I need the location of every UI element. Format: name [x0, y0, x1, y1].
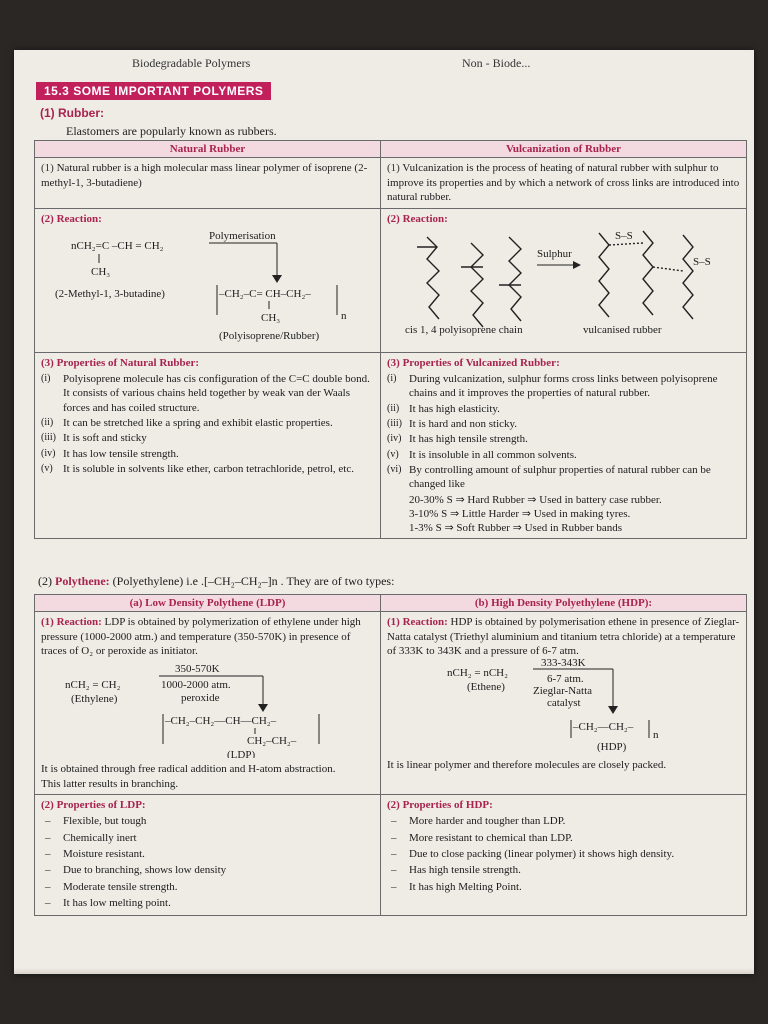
- subscript-n: n: [341, 309, 347, 322]
- rubber-heading: [40, 106, 104, 120]
- arrow-head: [272, 275, 282, 283]
- ldp-main-chain: –CH₂–CH₂—CH—CH₂–: [165, 715, 277, 728]
- polythene-heading-text: Polythene:: [55, 574, 110, 588]
- ldp-cond-bot: peroxide: [181, 692, 220, 705]
- rubber-table: [34, 140, 747, 539]
- polythene-intro: (Polyethylene) i.e .[–CH₂–CH₂–]n . They are of two types:: [112, 574, 395, 588]
- isoprene-name: (2-Methyl-1, 3-butadine): [55, 287, 165, 300]
- natural-rubber-reaction: [35, 209, 381, 353]
- vchain-1: [599, 233, 609, 317]
- list-item: (v) It is insoluble in all common solvents.: [387, 448, 577, 461]
- list-item: – It has high Melting Point.: [387, 880, 740, 894]
- polythene-reaction-row: [35, 612, 747, 795]
- col-head-natural-rubber: Natural Rubber: [35, 141, 381, 158]
- ldp-reaction-title: (1) Reaction:: [41, 616, 102, 629]
- ldp-equation: [41, 658, 375, 758]
- polymerisation-label: Polymerisation: [209, 229, 276, 242]
- rubber-heading-text: Rubber:: [58, 106, 105, 120]
- sulphur-label: Sulphur: [537, 247, 572, 260]
- hdp-lhs: nCH₂ = nCH₂: [447, 667, 508, 680]
- sulphur-arrow-head: [573, 261, 581, 269]
- def-right-num: (1): [387, 162, 400, 175]
- list-item: – More harder and tougher than LDP.: [387, 814, 740, 828]
- cross-link-1: [609, 243, 643, 245]
- props-left-title: (3) Properties of Natural Rubber:: [41, 356, 200, 369]
- vulcanised-caption: vulcanised rubber: [583, 323, 662, 336]
- reaction-right-title: (2) Reaction:: [387, 213, 448, 226]
- props-right-title: (3) Properties of Vulcanized Rubber:: [387, 356, 560, 369]
- hdp-props-list: [387, 814, 740, 893]
- ldp-props-list: [41, 814, 374, 910]
- def-right-text: Vulcanization is the process of heating of natural rubber with sulphur to improve its properties and by which a network of cross links are introduced into natural rubber.: [387, 162, 740, 203]
- ldp-product: (LDP): [227, 749, 256, 759]
- hdp-lhs-name: (Ethene): [467, 681, 505, 694]
- vulcanized-rubber-properties: [381, 352, 747, 539]
- list-item: – Due to branching, shows low density: [41, 863, 374, 877]
- vulcanised-chains: [599, 231, 693, 319]
- hdp-cond-bot2: catalyst: [547, 697, 581, 710]
- list-item: – Flexible, but tough: [41, 814, 374, 828]
- hdp-props-title: (2) Properties of HDP:: [387, 799, 493, 812]
- chain-3: [509, 237, 521, 321]
- ldp-properties: [35, 795, 381, 916]
- chain-2: [471, 243, 483, 327]
- ldp-props-title: (2) Properties of LDP:: [41, 799, 146, 812]
- rubber-properties-row: [35, 352, 747, 539]
- col-head-hdp: (b) High Density Polyethylene (HDP):: [381, 595, 747, 612]
- hdp-properties: [381, 795, 747, 916]
- list-item: – Moderate tensile strength.: [41, 880, 374, 894]
- ldp-cond-mid: 1000-2000 atm.: [161, 679, 231, 692]
- list-item: (ii) It can be stretched like a spring and exhibit elastic properties.: [41, 417, 333, 430]
- cis-polyisoprene-chains: [417, 237, 521, 327]
- rubber-def-row: [35, 158, 747, 209]
- disulfide-bridge-1: S–S: [615, 229, 633, 242]
- vulcanization-definition: [381, 158, 747, 209]
- polythene-table: [34, 594, 747, 916]
- reaction-left-title: (2) Reaction:: [41, 213, 102, 226]
- chain-1: [427, 237, 439, 319]
- list-item: – It has low melting point.: [41, 896, 374, 910]
- list-item: (vi) By controlling amount of sulphur properties of natural rubber can be changed like: [387, 463, 711, 491]
- list-item: – More resistant to chemical than LDP.: [387, 831, 740, 845]
- ldp-reaction-text: LDP is obtained by polymerization of ethylene under high pressure (1000-2000 atm.) and temperature (350-570K) in presence of traces of O₂ or peroxide as initiator.: [41, 616, 361, 657]
- ldp-reaction: [35, 612, 381, 795]
- hdp-note: It is linear polymer and therefore molecules are closely packed.: [387, 759, 667, 772]
- sulphur-use-tyres: 3-10% S ⇒ Little Harder ⇒ Used in making tyres.: [409, 507, 631, 520]
- list-item: – Has high tensile strength.: [387, 863, 740, 877]
- running-header-left: Biodegradable Polymers: [132, 56, 251, 70]
- ldp-note-1: It is obtained through free radical addition and H-atom abstraction.: [41, 763, 336, 776]
- rubber-reaction-row: [35, 209, 747, 353]
- polythene-table-header: [35, 595, 747, 612]
- polymer-branch: CH₃: [261, 311, 281, 324]
- textbook-page: [14, 50, 754, 974]
- sulphur-uses: [387, 493, 740, 536]
- vulcanization-reaction: [381, 209, 747, 353]
- ldp-lhs-name: (Ethylene): [71, 693, 118, 706]
- col-head-ldp: (a) Low Density Polythene (LDP): [35, 595, 381, 612]
- hdp-product: (HDP): [597, 741, 627, 754]
- hdp-reaction-text: HDP is obtained by polymerisation ethene in presence of Zieglar-Natta catalyst (Triethyl aluminium and titanium tetra chloride) at a temperature of 333K to 343K and a pressure of 6-7 atm.: [387, 616, 740, 657]
- hdp-arrow-head: [608, 706, 618, 714]
- props-right-list: [387, 372, 740, 491]
- list-item: – Chemically inert: [41, 831, 374, 845]
- list-item: (i) During vulcanization, sulphur forms cross links between polyisoprene chains and it improves the properties of natural rubber.: [387, 373, 718, 400]
- list-item: – Due to close packing (linear polymer) it shows high density.: [387, 847, 740, 861]
- def-left-num: (1): [41, 162, 54, 175]
- cis-polyisoprene-caption: cis 1, 4 polyisoprene chain: [405, 323, 523, 336]
- sulphur-use-hard: 20-30% S ⇒ Hard Rubber ⇒ Used in battery case rubber.: [409, 493, 662, 506]
- page-bottom-shading: [14, 968, 754, 974]
- isoprene-branch: CH₃: [91, 265, 111, 278]
- ldp-arrow-head: [258, 704, 268, 712]
- polymerisation-scheme: [41, 227, 375, 345]
- ldp-cond-top: 350-570K: [175, 663, 220, 676]
- cross-link-2: [653, 267, 683, 271]
- hdp-reaction: [381, 612, 747, 795]
- polythene-heading-num: (2): [38, 574, 52, 588]
- list-item: (iii) It is soft and sticky: [41, 432, 147, 445]
- list-item: – Moisture resistant.: [41, 847, 374, 861]
- vchain-2: [643, 231, 653, 315]
- ldp-branch: CH₂–CH₂–: [247, 735, 297, 748]
- polythene-heading: [38, 574, 394, 589]
- props-left-list: [41, 372, 374, 476]
- hdp-cond-top: 333-343K: [541, 658, 586, 670]
- rubber-table-header: [35, 141, 747, 158]
- col-head-vulcanization: Vulcanization of Rubber: [381, 141, 747, 158]
- isoprene-formula: nCH₂=C –CH = CH₂: [71, 239, 164, 252]
- polythene-properties-row: [35, 795, 747, 916]
- polyisoprene-formula: –CH₂–C= CH–CH₂–: [219, 287, 311, 300]
- hdp-cond-mid: 6-7 atm.: [547, 673, 584, 686]
- disulfide-bridge-2: S–S: [693, 255, 711, 268]
- section-title: 15.3 SOME IMPORTANT POLYMERS: [36, 82, 271, 100]
- hdp-subscript: n: [653, 729, 659, 742]
- natural-rubber-properties: [35, 352, 381, 539]
- ldp-note-2: This latter results in branching.: [41, 777, 179, 790]
- list-item: (ii) It has high elasticity.: [387, 402, 500, 415]
- hdp-reaction-title: (1) Reaction:: [387, 616, 448, 629]
- rubber-heading-num: (1): [40, 106, 55, 120]
- list-item: (i) Polyisoprene molecule has cis configuration of the C=C double bond. It consists of various chains held together by weak van der Waals forces and has coiled structure.: [41, 373, 370, 414]
- list-item: (iii) It is hard and non sticky.: [387, 418, 518, 431]
- vulcanization-scheme: [387, 227, 741, 345]
- def-left-text: Natural rubber is a high molecular mass linear polymer of isoprene (2-methyl-1, 3-butadiene): [41, 162, 368, 189]
- list-item: (iv) It has low tensile strength.: [41, 447, 179, 460]
- hdp-cond-bot1: Zieglar-Natta: [533, 685, 593, 698]
- vchain-3: [683, 235, 693, 319]
- product-name: (Polyisoprene/Rubber): [219, 329, 320, 342]
- list-item: (v) It is soluble in solvents like ether, carbon tetrachloride, petrol, etc.: [41, 462, 354, 475]
- natural-rubber-definition: [35, 158, 381, 209]
- running-header-right: Non - Biode...: [462, 56, 531, 70]
- hdp-equation: [387, 658, 741, 754]
- hdp-polymer: –CH₂—CH₂–: [573, 721, 634, 734]
- ldp-lhs: nCH₂ = CH₂: [65, 679, 121, 692]
- rubber-intro: Elastomers are popularly known as rubbers.: [66, 124, 277, 138]
- list-item: (iv) It has high tensile strength.: [387, 433, 528, 446]
- sulphur-use-soft: 1-3% S ⇒ Soft Rubber ⇒ Used in Rubber bands: [409, 522, 623, 535]
